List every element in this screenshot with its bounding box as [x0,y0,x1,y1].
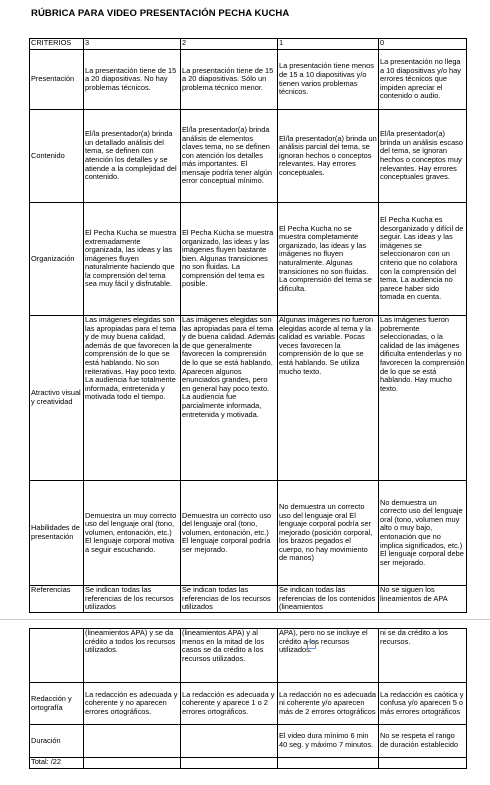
cell-score-0: El/la presentador(a) brinda un análisis escaso del tema, se ignoran hechos o conceptos muy relevantes. Hay errores conceptuales graves. [379,110,467,203]
cell-score-0: No demuestra un correcto uso del lenguaje oral (tono, volumen muy alto o muy bajo, entonación que no implica significados, etc.) El lenguaje corporal debe ser mejorado. [379,481,467,586]
cell-score-2: La redacción es adecuada y coherente y aparece 1 o 2 errores ortográficos. [181,683,278,725]
criterion-label: Presentación [30,50,84,110]
header-row [30,39,467,50]
cell-score-0: Las imágenes fueron pobremente seleccionadas, o la calidad de las imágenes dificulta entenderlas y no favorecen la comprensión de lo que se está hablando. Hay mucho texto. [379,316,467,481]
cell-score-0: La presentación no llega a 10 diapositivas y/o hay errores técnicos que impiden apreciar el contenido o audio. [379,50,467,110]
cell-score-1: APA), pero no se incluye el crédito a los recursos utilizados. [278,629,379,683]
cell-score-0: No se respeta el rango de duración establecido [379,725,467,758]
cell-score-1: La redacción no es adecuada ni coherente y/o aparecen más de 2 errores ortográficos [278,683,379,725]
header-score-2: 2 [181,39,278,50]
row-organizacion [30,203,467,316]
cell-score-2: Demuestra un correcto uso del lenguaje oral (tono, volumen, entonación, etc.) El lenguaje corporal podría ser mejorado. [181,481,278,586]
criterion-label: Duración [30,725,84,758]
row-referencias [30,586,467,613]
row-contenido [30,110,467,203]
page-break-line [0,619,490,620]
cell-score-3: La presentación tiene de 15 a 20 diapositivas. No hay problemas técnicos. [84,50,181,110]
header-score-1: 1 [278,39,379,50]
criterion-label: Redacción y ortografía [30,683,84,725]
total-empty-cell [379,758,467,769]
criterion-label: Atractivo visual y creatividad [30,316,84,481]
cell-score-2: Las imágenes elegidas son las apropiadas para el tema y de buena calidad. Además de que generalmente favorecen la comprensión de lo que se está hablando. Aparecen algunos enunciados grandes, pero en general hay poco texto. La audiencia fue parcialmente informada, entretenida y motivada. [181,316,278,481]
rubric-table-continued [29,628,467,769]
page-break [0,616,490,626]
criterion-label [30,629,84,683]
cell-score-2: (lineamientos APA) y al menos en la mitad de los casos se da crédito a los recursos utilizados. [181,629,278,683]
criterion-label: Contenido [30,110,84,203]
cell-score-2: El Pecha Kucha se muestra organizado, las ideas y las imágenes fluyen bastante bien. Algunas transiciones no son fluidas. La comprensión del tema es posible. [181,203,278,316]
comment-anchor-icon[interactable] [307,641,316,649]
cell-score-0: El Pecha Kucha es desorganizado y difícil de seguir. Las ideas y las imágenes se seleccionaron con un criterio que no colabora con la comprensión del tema. La audiencia no parece haber sido tomada en cuenta. [379,203,467,316]
row-habilidades [30,481,467,586]
document-title: RÚBRICA PARA VIDEO PRESENTACIÓN PECHA KUCHA [31,8,290,19]
criterion-label: Organización [30,203,84,316]
row-presentacion [30,50,467,110]
total-empty-cell [84,758,181,769]
cell-score-2: El/la presentador(a) brinda análisis de elementos claves tema, no se definen con atención los detalles más importantes. El mensaje podría tener algún error conceptual mínimo. [181,110,278,203]
cell-score-1: El video dura mínimo 6 min 40 seg. y máximo 7 minutos. [278,725,379,758]
cell-score-3: El Pecha Kucha se muestra extremadamente organizada, las ideas y las imágenes fluyen naturalmente haciendo que la comprensión del tema sea muy fácil y disfrutable. [84,203,181,316]
row-redaccion [30,683,467,725]
row-duracion [30,725,467,758]
cell-score-3: Se indican todas las referencias de los recursos utilizados [84,586,181,613]
row-total [30,758,467,769]
cell-score-3: El/la presentador(a) brinda un detallado análisis del tema, se definen con atención los detalles y se atiende a la complejidad del contenido. [84,110,181,203]
total-empty-cell [181,758,278,769]
header-score-3: 3 [84,39,181,50]
row-referencias-continued [30,629,467,683]
cell-score-3: La redacción es adecuada y coherente y no aparecen errores ortográficos. [84,683,181,725]
cell-score-1: Algunas imágenes no fueron elegidas acorde al tema y la calidad es variable. Pocas veces favorecen la comprensión de lo que se está hablando. Se utiliza mucho texto. [278,316,379,481]
cell-score-0: ni se da crédito a los recursos. [379,629,467,683]
cell-score-1: La presentación tiene menos de 15 a 10 diapositivas y/o tienen varios problemas técnicos. [278,50,379,110]
cell-score-1: El/la presentador(a) brinda un análisis parcial del tema, se ignoran hechos o conceptos relevantes. Hay errores conceptuales. [278,110,379,203]
criterion-label: Referencias [30,586,84,613]
rubric-table [29,38,467,613]
cell-score-3: (lineamientos APA) y se da crédito a todos los recursos utilizados. [84,629,181,683]
cell-score-2: Se indican todas las referencias de los recursos utilizados [181,586,278,613]
cell-score-2 [181,725,278,758]
header-score-0: 0 [379,39,467,50]
cell-score-1: No demuestra un correcto uso del lenguaje oral El lenguaje corporal podría ser mejorado (posición corporal, los brazos pegados el cuerpo, no hay movimiento de manos) [278,481,379,586]
cell-score-3: Demuestra un muy correcto uso del lenguaje oral (tono, volumen, entonación, etc.) El lenguaje corporal motiva a seguir escuchando. [84,481,181,586]
criterion-label: Habilidades de presentación [30,481,84,586]
header-criterios: CRITERIOS [30,39,84,50]
cell-score-3 [84,725,181,758]
cell-score-0: La redacción es caótica y confusa y/o aparecen 5 o más errores ortográficos [379,683,467,725]
total-empty-cell [278,758,379,769]
cell-score-1: El Pecha Kucha no se muestra completamente organizado, las ideas y las imágenes no fluyen naturalmente. Algunas transiciones no son fluidas. La comprensión del tema se dificulta. [278,203,379,316]
cell-score-2: La presentación tiene de 15 a 20 diapositivas. Sólo un problema técnico menor. [181,50,278,110]
cell-score-1: Se indican todas las referencias de los contenidos (lineamientos [278,586,379,613]
row-atractivo-visual [30,316,467,481]
cell-score-0: No se siguen los lineamientos de APA [379,586,467,613]
cell-score-3: Las imágenes elegidas son las apropiadas para el tema y de muy buena calidad, además de que favorecen la comprensión de lo que se está hablando. No son reiterativas. Hay poco texto. La audiencia fue totalmente informada, entretenida y motivada todo el tiempo. [84,316,181,481]
total-label: Total: /22 [30,758,84,769]
